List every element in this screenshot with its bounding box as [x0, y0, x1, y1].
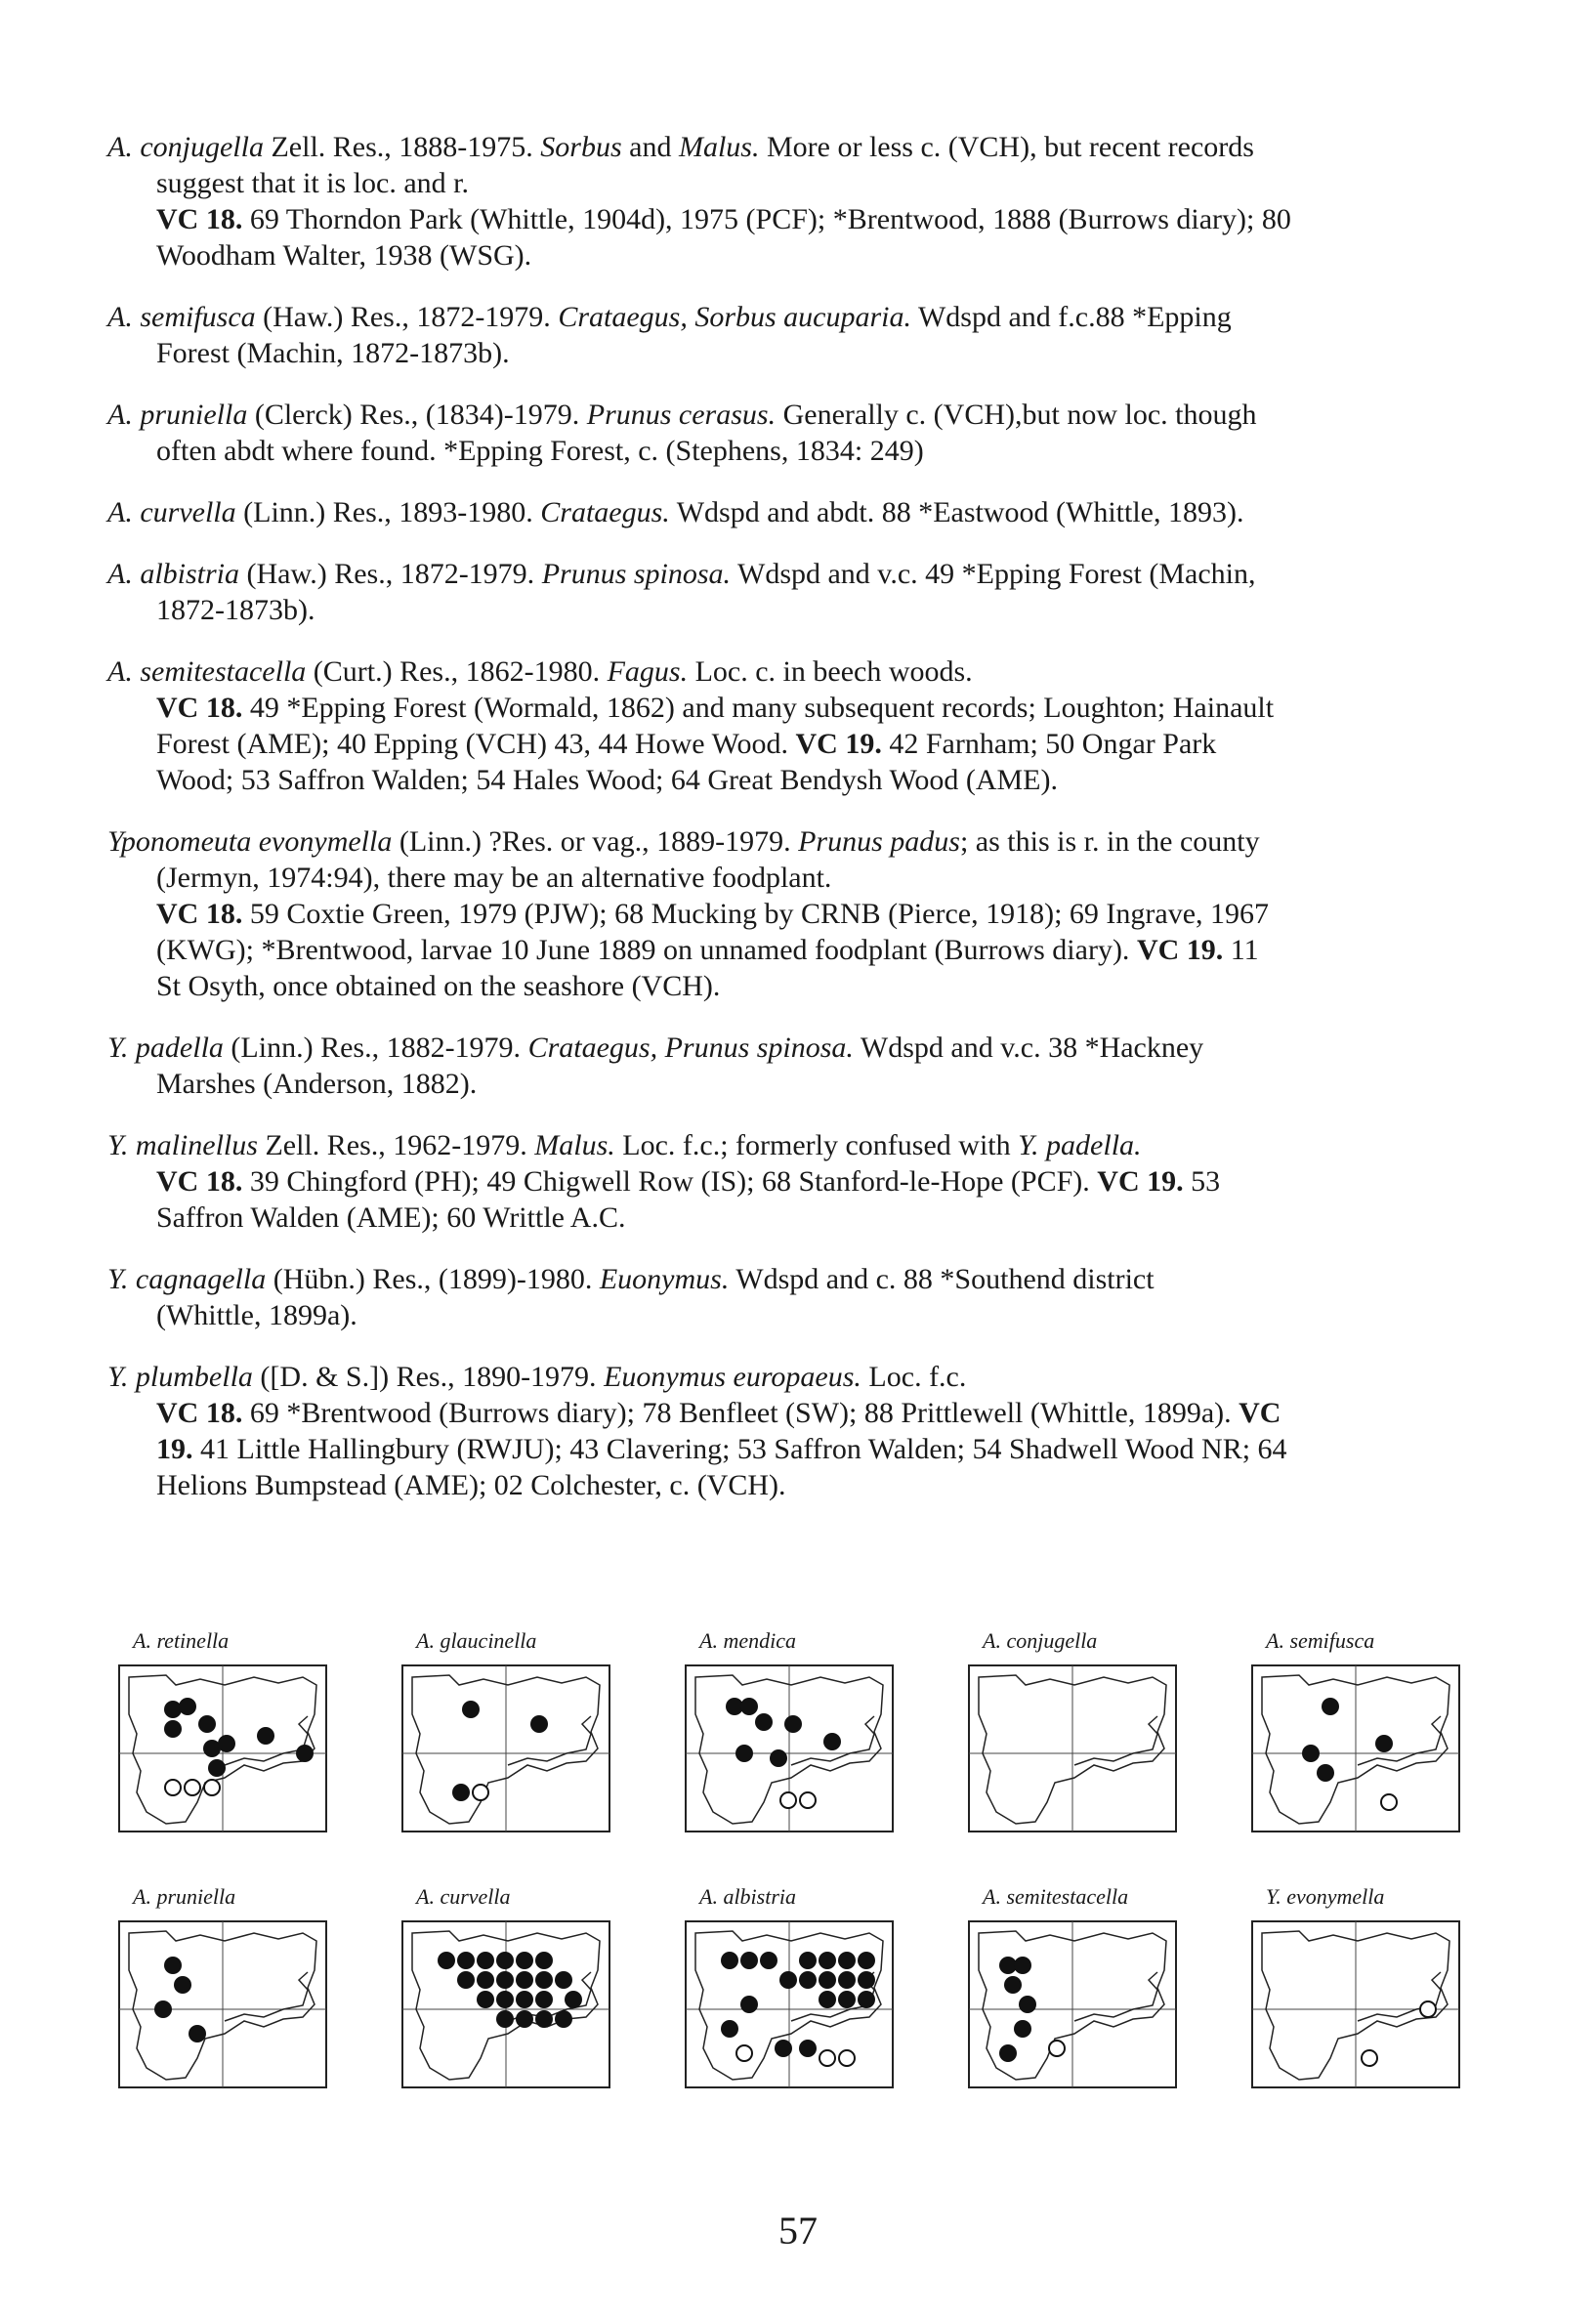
estuary-line [225, 1972, 308, 2021]
species-text-column [107, 129, 1494, 1529]
species-detail-line: often abdt where found. *Epping Forest, c. (Stephens, 1834: 249) [156, 435, 924, 467]
record-dot [838, 1971, 856, 1989]
record-dot [740, 1952, 758, 1969]
map-frame [1240, 1656, 1471, 1841]
species-heading-line: Yponomeuta evonymella (Linn.) ?Res. or vag., 1889-1979. Prunus padus; as this is r. in the county [107, 825, 1260, 858]
record-dot [779, 1971, 797, 1989]
distribution-map [391, 1882, 621, 2097]
species-entry [107, 299, 1494, 371]
record-dot [799, 1971, 817, 1989]
map-frame [674, 1912, 904, 2097]
species-entry [107, 129, 1494, 274]
record-dot [1004, 1976, 1022, 1994]
record-dot [819, 1991, 836, 2008]
record-dot [1317, 1764, 1334, 1782]
species-detail-line: VC 18. 59 Coxtie Green, 1979 (PJW); 68 Mucking by CRNB (Pierce, 1918); 69 Ingrave, 1967 [156, 898, 1270, 930]
distribution-map [957, 1882, 1188, 2097]
record-dot [496, 1952, 514, 1969]
distribution-map [957, 1626, 1188, 1841]
record-dot [760, 1952, 777, 1969]
species-entry [107, 397, 1494, 469]
species-heading-line: A. curvella (Linn.) Res., 1893-1980. Crataegus. Wdspd and abdt. 88 *Eastwood (Whittle, 1893). [107, 496, 1244, 528]
record-dot [457, 1952, 475, 1969]
species-heading-line: A. semifusca (Haw.) Res., 1872-1979. Crataegus, Sorbus aucuparia. Wdspd and f.c.88 *Epping [107, 301, 1232, 333]
species-entry [107, 823, 1494, 1004]
record-dot [823, 1733, 841, 1750]
old-record-circle [204, 1780, 220, 1795]
species-heading-line: Y. cagnagella (Hübn.) Res., (1899)-1980. Euonymus. Wdspd and c. 88 *Southend district [107, 1263, 1155, 1295]
record-dot [858, 1991, 875, 2008]
record-dot [535, 1991, 553, 2008]
map-species-label: A. retinella [133, 1628, 230, 1653]
record-dot [770, 1749, 787, 1767]
species-detail-line: 1872-1873b). [156, 594, 315, 626]
distribution-map [1240, 1626, 1471, 1841]
species-detail-line: (Jermyn, 1974:94), there may be an alternative foodplant. [156, 862, 832, 894]
species-detail-line: Saffron Walden (AME); 60 Writtle A.C. [156, 1201, 626, 1234]
old-record-circle [1420, 2001, 1436, 2017]
species-detail-line: suggest that it is loc. and r. [156, 167, 469, 199]
record-dot [838, 1952, 856, 1969]
distribution-map [674, 1626, 904, 1841]
species-heading-line: Y. plumbella ([D. & S.]) Res., 1890-1979. Euonymus europaeus. Loc. f.c. [107, 1361, 967, 1393]
distribution-map [674, 1882, 904, 2097]
map-frame [957, 1912, 1188, 2097]
species-entry [107, 1261, 1494, 1333]
species-detail-line: Marshes (Anderson, 1882). [156, 1068, 478, 1100]
species-detail-line: St Osyth, once obtained on the seashore (VCH). [156, 970, 721, 1002]
record-dot [799, 1952, 817, 1969]
species-entry [107, 1127, 1494, 1236]
record-dot [858, 1971, 875, 1989]
record-dot [496, 1971, 514, 1989]
map-frame [957, 1656, 1188, 1841]
species-detail-line: (KWG); *Brentwood, larvae 10 June 1889 on unnamed foodplant (Burrows diary). VC 19. 11 [156, 934, 1259, 966]
species-heading-line: A. albistria (Haw.) Res., 1872-1979. Prunus spinosa. Wdspd and v.c. 49 *Epping Forest (Machin, [107, 558, 1256, 590]
record-dot [819, 1971, 836, 1989]
record-dot [740, 1996, 758, 2013]
record-dot [775, 2040, 792, 2057]
species-detail-line: VC 18. 39 Chingford (PH); 49 Chigwell Row (IS); 68 Stanford-le-Hope (PCF). VC 19. 53 [156, 1165, 1221, 1198]
map-species-label: A. pruniella [133, 1884, 236, 1909]
page-number: 57 [778, 2209, 818, 2253]
old-record-circle [819, 2050, 835, 2066]
record-dot [257, 1727, 274, 1745]
record-dot [1375, 1735, 1393, 1752]
distribution-map [107, 1626, 338, 1841]
map-frame [1240, 1912, 1471, 2097]
species-detail-line: Wood; 53 Saffron Walden; 54 Hales Wood; 64 Great Bendysh Wood (AME). [156, 764, 1058, 796]
record-dot [1019, 1996, 1036, 2013]
record-dot [999, 2044, 1017, 2062]
old-record-circle [1362, 2050, 1377, 2066]
record-dot [154, 2000, 172, 2018]
species-heading-line: A. pruniella (Clerck) Res., (1834)-1979. Prunus cerasus. Generally c. (VCH),but now loc. though [107, 399, 1257, 431]
distribution-maps-grid [107, 1626, 1494, 2134]
old-record-circle [839, 2050, 855, 2066]
old-record-circle [780, 1792, 796, 1808]
record-dot [1014, 1957, 1031, 1974]
map-frame [391, 1656, 621, 1841]
species-entry [107, 1030, 1494, 1102]
record-dot [819, 1952, 836, 1969]
map-frame [107, 1912, 338, 2097]
old-record-circle [736, 2045, 752, 2061]
record-dot [535, 1971, 553, 1989]
record-dot [784, 1715, 802, 1733]
record-dot [516, 1971, 533, 1989]
estuary-line [1074, 1716, 1157, 1765]
record-dot [208, 1759, 226, 1777]
species-entry [107, 653, 1494, 798]
species-detail-line: (Whittle, 1899a). [156, 1299, 357, 1331]
map-species-label: A. semifusca [1266, 1628, 1375, 1653]
record-dot [555, 2010, 572, 2028]
estuary-line [1358, 1716, 1441, 1765]
record-dot [477, 1991, 494, 2008]
estuary-line [508, 1716, 591, 1765]
species-heading-line: Y. padella (Linn.) Res., 1882-1979. Crataegus, Prunus spinosa. Wdspd and v.c. 38 *Hackney [107, 1032, 1204, 1064]
record-dot [164, 1957, 182, 1974]
record-dot [1014, 2020, 1031, 2038]
distribution-map [107, 1882, 338, 2097]
estuary-line [1074, 1972, 1157, 2021]
record-dot [174, 1976, 191, 1994]
record-dot [198, 1715, 216, 1733]
species-entry [107, 1359, 1494, 1503]
record-dot [296, 1745, 314, 1762]
map-species-label: A. conjugella [983, 1628, 1098, 1653]
species-detail-line: Forest (AME); 40 Epping (VCH) 43, 44 Howe Wood. VC 19. 42 Farnham; 50 Ongar Park [156, 728, 1217, 760]
record-dot [535, 2010, 553, 2028]
record-dot [457, 1971, 475, 1989]
record-dot [189, 2025, 206, 2042]
record-dot [1322, 1698, 1339, 1715]
old-record-circle [1381, 1794, 1397, 1810]
record-dot [179, 1698, 196, 1715]
old-record-circle [1049, 2041, 1065, 2056]
distribution-map [1240, 1882, 1471, 2097]
record-dot [858, 1952, 875, 1969]
species-entry [107, 494, 1494, 530]
record-dot [438, 1952, 455, 1969]
map-species-label: Y. evonymella [1266, 1884, 1385, 1909]
species-detail-line: Forest (Machin, 1872-1873b). [156, 337, 510, 369]
species-detail-line: VC 18. 69 *Brentwood (Burrows diary); 78 Benfleet (SW); 88 Prittlewell (Whittle, 1899a). VC [156, 1397, 1281, 1429]
map-species-label: A. curvella [416, 1884, 511, 1909]
species-detail-line: VC 18. 69 Thorndon Park (Whittle, 1904d), 1975 (PCF); *Brentwood, 1888 (Burrows diary); 80 [156, 203, 1291, 235]
species-heading-line: A. conjugella Zell. Res., 1888-1975. Sorbus and Malus. More or less c. (VCH), but recent records [107, 131, 1254, 163]
map-species-label: A. albistria [699, 1884, 797, 1909]
species-entry [107, 556, 1494, 628]
species-detail-line: Helions Bumpstead (AME); 02 Colchester, c. (VCH). [156, 1469, 786, 1501]
record-dot [452, 1784, 470, 1801]
record-dot [477, 1971, 494, 1989]
old-record-circle [473, 1785, 488, 1800]
record-dot [535, 1952, 553, 1969]
old-record-circle [800, 1792, 816, 1808]
record-dot [516, 1991, 533, 2008]
record-dot [735, 1745, 753, 1762]
record-dot [740, 1698, 758, 1715]
record-dot [721, 1952, 738, 1969]
record-dot [516, 2010, 533, 2028]
record-dot [565, 1991, 582, 2008]
record-dot [838, 1991, 856, 2008]
distribution-map [391, 1626, 621, 1841]
record-dot [530, 1715, 548, 1733]
record-dot [721, 2020, 738, 2038]
record-dot [496, 1991, 514, 2008]
record-dot [799, 2040, 817, 2057]
record-dot [164, 1720, 182, 1738]
species-detail-line: VC 18. 49 *Epping Forest (Wormald, 1862) and many subsequent records; Loughton; Hainault [156, 692, 1275, 724]
species-detail-line: Woodham Walter, 1938 (WSG). [156, 239, 532, 272]
record-dot [218, 1735, 235, 1752]
old-record-circle [185, 1780, 200, 1795]
map-frame [107, 1656, 338, 1841]
map-frame [674, 1656, 904, 1841]
record-dot [755, 1713, 773, 1731]
record-dot [496, 2010, 514, 2028]
old-record-circle [165, 1780, 181, 1795]
species-heading-line: A. semitestacella (Curt.) Res., 1862-1980. Fagus. Loc. c. in beech woods. [107, 655, 973, 688]
species-detail-line: 19. 41 Little Hallingbury (RWJU); 43 Clavering; 53 Saffron Walden; 54 Shadwell Wood NR; 64 [156, 1433, 1287, 1465]
record-dot [164, 1701, 182, 1718]
map-frame [391, 1912, 621, 2097]
record-dot [462, 1701, 480, 1718]
map-species-label: A. glaucinella [416, 1628, 537, 1653]
map-species-label: A. semitestacella [983, 1884, 1129, 1909]
record-dot [477, 1952, 494, 1969]
record-dot [1302, 1745, 1320, 1762]
record-dot [516, 1952, 533, 1969]
record-dot [555, 1971, 572, 1989]
map-species-label: A. mendica [699, 1628, 796, 1653]
species-heading-line: Y. malinellus Zell. Res., 1962-1979. Malus. Loc. f.c.; formerly confused with Y. padella. [107, 1129, 1142, 1161]
